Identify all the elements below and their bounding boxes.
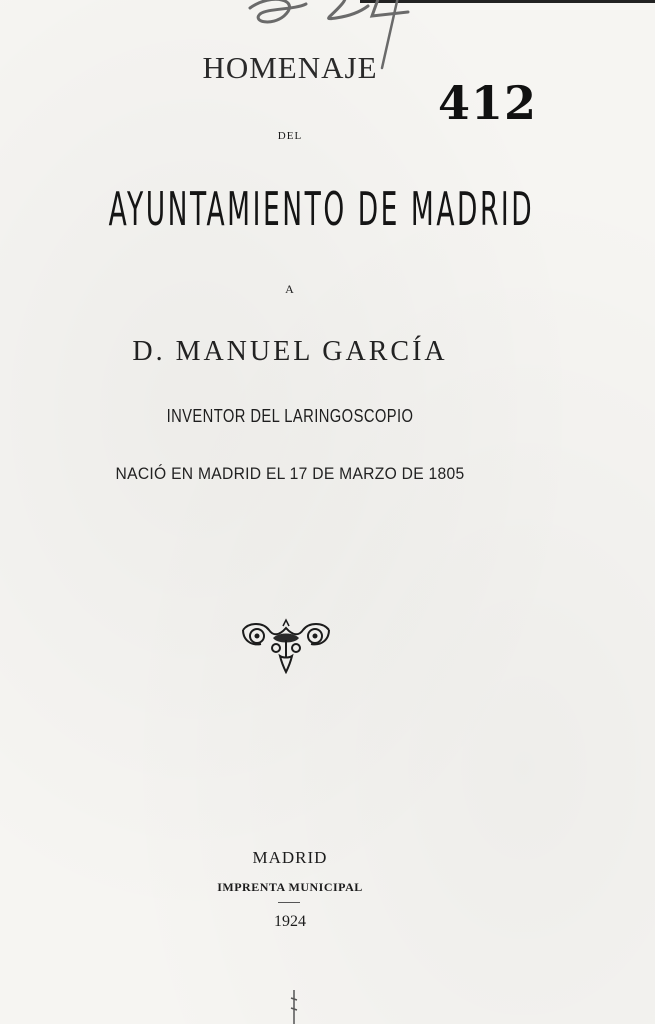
binding-mark: [289, 990, 299, 1024]
floral-ornament-icon: [239, 618, 333, 674]
birth-line: NACIÓ EN MADRID EL 17 DE MARZO DE 1805: [115, 464, 465, 483]
imprint-printer: IMPRENTA MUNICIPAL: [217, 880, 363, 894]
honoree-role: INVENTOR DEL LARINGOSCOPIO: [166, 406, 414, 426]
stamp-number: 412: [438, 76, 538, 130]
imprint-divider: [278, 902, 300, 903]
honoree-name: D. MANUEL GARCÍA: [132, 336, 448, 367]
title-del: DEL: [277, 130, 303, 142]
imprint-city: MADRID: [252, 848, 328, 867]
imprint-year: 1924: [274, 913, 306, 930]
title-ayuntamiento: AYUNTAMIENTO DE MADRID: [108, 182, 535, 236]
title-a: A: [285, 282, 295, 296]
title-homenaje: HOMENAJE: [202, 50, 378, 85]
